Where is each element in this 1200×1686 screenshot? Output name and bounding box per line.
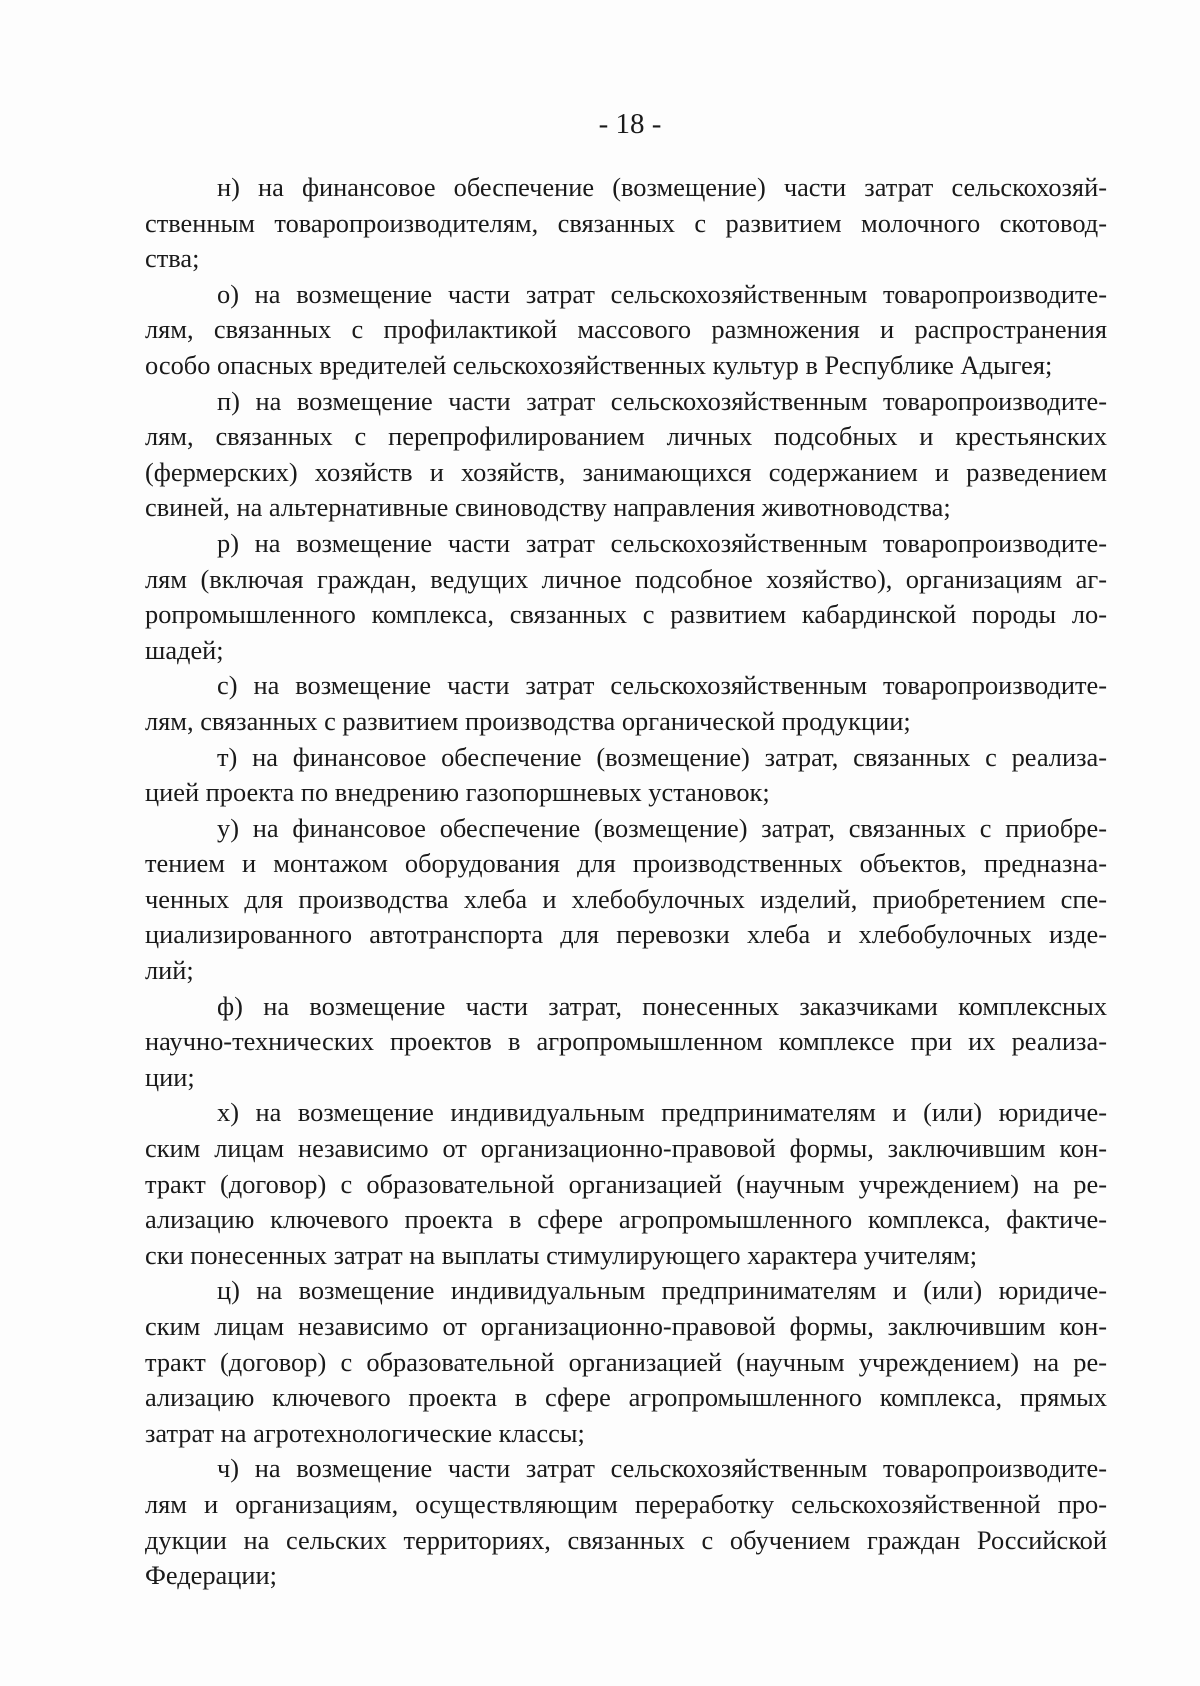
paragraph-line: цией проекта по внедрению газопоршневых установок;: [145, 777, 770, 808]
paragraph-line: х) на возмещение индивидуальным предпринимателям и (или) юридиче-: [217, 1097, 1107, 1128]
paragraph-line: Федерации;: [145, 1560, 277, 1591]
paragraph-line: у) на финансовое обеспечение (возмещение) затрат, связанных с приобре-: [217, 812, 1107, 843]
paragraph-item-s: [145, 668, 1107, 739]
paragraph-line: с) на возмещение части затрат сельскохозяйственным товаропроизводите-: [217, 670, 1107, 701]
paragraph-line: ч) на возмещение части затрат сельскохозяйственным товаропроизводите-: [217, 1453, 1107, 1484]
page-number: - 18 -: [598, 108, 662, 140]
paragraph-item-u: [145, 811, 1107, 989]
paragraph-line: тракт (договор) с образовательной организацией (научным учреждением) на ре-: [145, 1346, 1107, 1377]
paragraph-line: ализацию ключевого проекта в сфере агропромышленного комплекса, фактиче-: [145, 1204, 1107, 1235]
document-body: [145, 170, 1107, 1594]
paragraph-item-o: [145, 277, 1107, 384]
paragraph-line: лям (включая граждан, ведущих личное подсобное хозяйство), организациям аг-: [145, 563, 1107, 594]
paragraph-line: лям, связанных с перепрофилированием личных подсобных и крестьянских: [145, 421, 1107, 452]
paragraph-line: тением и монтажом оборудования для производственных объектов, предназна-: [145, 848, 1107, 879]
paragraph-line: затрат на агротехнологические классы;: [145, 1417, 585, 1448]
paragraph-line: шадей;: [145, 634, 224, 665]
paragraph-line: циализированного автотранспорта для перевозки хлеба и хлебобулочных изде-: [145, 919, 1107, 950]
paragraph-line: лям, связанных с развитием производства органической продукции;: [145, 705, 911, 736]
paragraph-line: лям, связанных с профилактикой массового размножения и распространения: [145, 314, 1107, 345]
paragraph-item-p: [145, 384, 1107, 526]
paragraph-item-f: [145, 989, 1107, 1096]
paragraph-line: ственным товаропроизводителям, связанных с развитием молочного скотовод-: [145, 207, 1107, 238]
paragraph-item-ts: [145, 1273, 1107, 1451]
paragraph-line: п) на возмещение части затрат сельскохозяйственным товаропроизводите-: [217, 385, 1107, 416]
paragraph-line: ропромышленного комплекса, связанных с развитием кабардинской породы ло-: [145, 599, 1107, 630]
paragraph-line: ченных для производства хлеба и хлебобулочных изделий, приобретением спе-: [145, 883, 1107, 914]
paragraph-line: свиней, на альтернативные свиноводству направления животноводства;: [145, 492, 951, 523]
paragraph-line: лям и организациям, осуществляющим переработку сельскохозяйственной про-: [145, 1488, 1107, 1519]
paragraph-line: лий;: [145, 955, 194, 986]
paragraph-line: ски понесенных затрат на выплаты стимулирующего характера учителям;: [145, 1239, 978, 1270]
paragraph-item-r: [145, 526, 1107, 668]
paragraph-item-t: [145, 740, 1107, 811]
paragraph-line: т) на финансовое обеспечение (возмещение) затрат, связанных с реализа-: [217, 741, 1107, 772]
paragraph-line: н) на финансовое обеспечение (возмещение) части затрат сельскохозяй-: [217, 172, 1107, 202]
paragraph-line: дукции на сельских территориях, связанных с обучением граждан Российской: [145, 1524, 1107, 1555]
paragraph-line: научно-технических проектов в агропромышленном комплексе при их реализа-: [145, 1026, 1107, 1057]
paragraph-line: ским лицам независимо от организационно-правовой формы, заключившим кон-: [145, 1311, 1107, 1341]
paragraph-line: ализацию ключевого проекта в сфере агропромышленного комплекса, прямых: [145, 1382, 1107, 1413]
paragraph-line: ф) на возмещение части затрат, понесенных заказчиками комплексных: [217, 990, 1107, 1021]
paragraph-line: тракт (договор) с образовательной организацией (научным учреждением) на ре-: [145, 1168, 1107, 1199]
paragraph-line: особо опасных вредителей сельскохозяйственных культур в Республике Адыгея;: [145, 349, 1053, 380]
paragraph-line: р) на возмещение части затрат сельскохозяйственным товаропроизводите-: [217, 527, 1107, 558]
paragraph-line: ства;: [145, 243, 200, 274]
paragraph-line: ским лицам независимо от организационно-правовой формы, заключившим кон-: [145, 1133, 1107, 1164]
paragraph-line: ц) на возмещение индивидуальным предпринимателям и (или) юридиче-: [217, 1275, 1107, 1306]
paragraph-item-ch: [145, 1451, 1107, 1593]
paragraph-item-n: [145, 170, 1107, 277]
paragraph-line: о) на возмещение части затрат сельскохозяйственным товаропроизводите-: [217, 278, 1107, 309]
paragraph-item-h: [145, 1095, 1107, 1273]
paragraph-line: (фермерских) хозяйств и хозяйств, занимающихся содержанием и разведением: [145, 456, 1107, 487]
paragraph-line: ции;: [145, 1061, 195, 1092]
